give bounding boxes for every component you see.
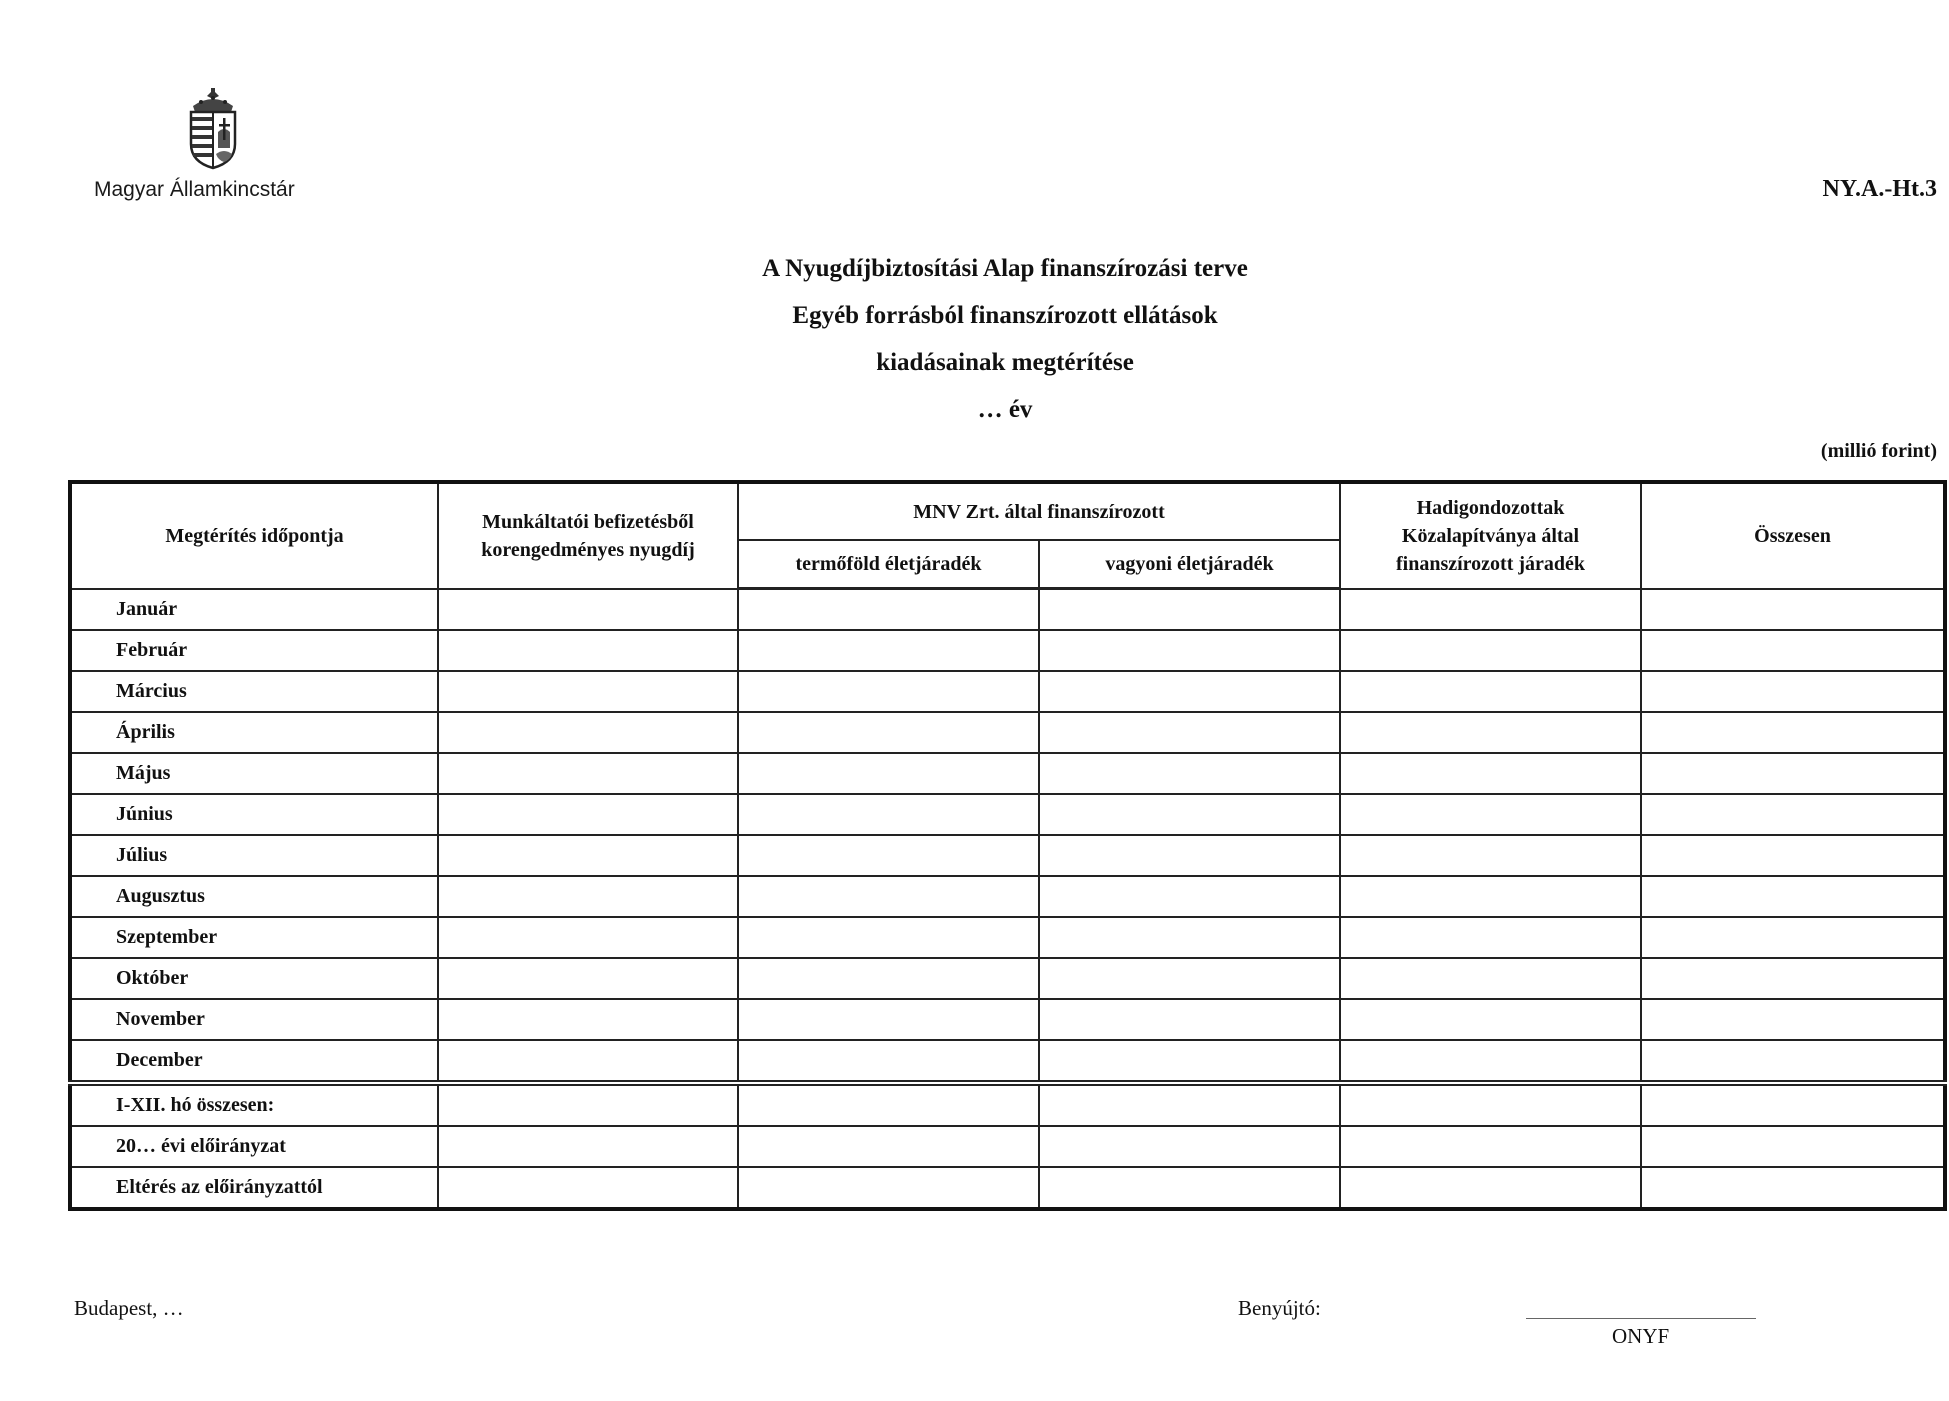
header-total: Összesen bbox=[1641, 482, 1945, 589]
month-row bbox=[70, 794, 1945, 835]
row-label: Április bbox=[70, 712, 438, 753]
value-cell[interactable] bbox=[738, 999, 1039, 1040]
row-label: 20… évi előirányzat bbox=[70, 1126, 438, 1167]
unit-label: (millió forint) bbox=[1820, 440, 1937, 462]
value-cell[interactable] bbox=[438, 589, 738, 631]
value-cell[interactable] bbox=[1039, 876, 1340, 917]
value-cell[interactable] bbox=[438, 958, 738, 999]
header-hadi-line2: Közalapítványa által bbox=[1401, 524, 1580, 547]
value-cell[interactable] bbox=[738, 712, 1039, 753]
header-asset-annuity: vagyoni életjáradék bbox=[1039, 540, 1340, 589]
header-land-annuity: termőföld életjáradék bbox=[738, 540, 1039, 589]
value-cell[interactable] bbox=[738, 1083, 1039, 1126]
header-mnv-group: MNV Zrt. által finanszírozott bbox=[738, 482, 1340, 540]
summary-row bbox=[70, 1167, 1945, 1209]
value-cell[interactable] bbox=[1039, 671, 1340, 712]
value-cell[interactable] bbox=[438, 753, 738, 794]
place-date: Budapest, … bbox=[74, 1296, 184, 1320]
value-cell[interactable] bbox=[1641, 589, 1945, 631]
value-cell[interactable] bbox=[438, 1126, 738, 1167]
submitter-label: Benyújtó: bbox=[1238, 1296, 1321, 1320]
row-label: Eltérés az előirányzattól bbox=[70, 1167, 438, 1209]
month-row bbox=[70, 671, 1945, 712]
title-line-1: A Nyugdíjbiztosítási Alap finanszírozási terve bbox=[762, 255, 1248, 282]
row-label: Március bbox=[70, 671, 438, 712]
row-label: November bbox=[70, 999, 438, 1040]
value-cell[interactable] bbox=[438, 835, 738, 876]
value-cell[interactable] bbox=[1340, 794, 1641, 835]
value-cell[interactable] bbox=[1340, 1167, 1641, 1209]
value-cell[interactable] bbox=[1641, 835, 1945, 876]
header-date: Megtérítés időpontja bbox=[70, 482, 438, 589]
value-cell[interactable] bbox=[1039, 630, 1340, 671]
row-label: Július bbox=[70, 835, 438, 876]
value-cell[interactable] bbox=[438, 1083, 738, 1126]
value-cell[interactable] bbox=[1340, 999, 1641, 1040]
value-cell[interactable] bbox=[438, 794, 738, 835]
value-cell[interactable] bbox=[738, 753, 1039, 794]
financing-plan-table bbox=[68, 480, 1947, 1211]
row-label: Szeptember bbox=[70, 917, 438, 958]
value-cell[interactable] bbox=[1641, 917, 1945, 958]
form-code: NY.A.-Ht.3 bbox=[1822, 176, 1937, 202]
value-cell[interactable] bbox=[438, 917, 738, 958]
value-cell[interactable] bbox=[1340, 917, 1641, 958]
value-cell[interactable] bbox=[1039, 1126, 1340, 1167]
value-cell[interactable] bbox=[1039, 958, 1340, 999]
header-hadi bbox=[1340, 482, 1641, 589]
value-cell[interactable] bbox=[738, 835, 1039, 876]
row-label: Október bbox=[70, 958, 438, 999]
value-cell[interactable] bbox=[1340, 1040, 1641, 1083]
value-cell[interactable] bbox=[438, 1167, 738, 1209]
row-label: Január bbox=[70, 589, 438, 631]
value-cell[interactable] bbox=[1641, 671, 1945, 712]
value-cell[interactable] bbox=[1340, 1126, 1641, 1167]
coat-of-arms-logo bbox=[185, 88, 241, 170]
value-cell[interactable] bbox=[738, 630, 1039, 671]
month-row bbox=[70, 999, 1945, 1040]
header-employer-line2: korengedményes nyugdíj bbox=[481, 538, 695, 561]
row-label: Augusztus bbox=[70, 876, 438, 917]
value-cell[interactable] bbox=[1039, 1167, 1340, 1209]
value-cell[interactable] bbox=[1340, 589, 1641, 631]
month-row bbox=[70, 630, 1945, 671]
title-line-3: kiadásainak megtérítése bbox=[876, 349, 1134, 376]
month-row bbox=[70, 753, 1945, 794]
signature-name: ONYF bbox=[1612, 1324, 1670, 1348]
value-cell[interactable] bbox=[1641, 1040, 1945, 1083]
row-label: Május bbox=[70, 753, 438, 794]
value-cell[interactable] bbox=[738, 1126, 1039, 1167]
value-cell[interactable] bbox=[738, 917, 1039, 958]
value-cell[interactable] bbox=[1641, 753, 1945, 794]
value-cell[interactable] bbox=[1641, 1083, 1945, 1126]
value-cell[interactable] bbox=[438, 999, 738, 1040]
value-cell[interactable] bbox=[1641, 1126, 1945, 1167]
header-hadi-line1: Hadigondozottak bbox=[1416, 496, 1565, 519]
value-cell[interactable] bbox=[738, 589, 1039, 631]
summary-row bbox=[70, 1083, 1945, 1126]
value-cell[interactable] bbox=[1039, 1040, 1340, 1083]
value-cell[interactable] bbox=[738, 1167, 1039, 1209]
title-line-2: Egyéb forrásból finanszírozott ellátások bbox=[792, 302, 1218, 329]
signature-line bbox=[1526, 1318, 1756, 1319]
month-row bbox=[70, 1040, 1945, 1083]
month-row bbox=[70, 917, 1945, 958]
value-cell[interactable] bbox=[1641, 794, 1945, 835]
value-cell[interactable] bbox=[1641, 876, 1945, 917]
header-employer-line1: Munkáltatói befizetésből bbox=[482, 510, 694, 533]
value-cell[interactable] bbox=[1641, 958, 1945, 999]
value-cell[interactable] bbox=[438, 712, 738, 753]
document-title bbox=[0, 245, 1949, 433]
value-cell[interactable] bbox=[1340, 1083, 1641, 1126]
month-row bbox=[70, 712, 1945, 753]
value-cell[interactable] bbox=[1340, 671, 1641, 712]
month-row bbox=[70, 835, 1945, 876]
month-row bbox=[70, 876, 1945, 917]
summary-row bbox=[70, 1126, 1945, 1167]
value-cell[interactable] bbox=[1641, 1167, 1945, 1209]
value-cell[interactable] bbox=[438, 671, 738, 712]
value-cell[interactable] bbox=[1039, 712, 1340, 753]
value-cell[interactable] bbox=[1641, 712, 1945, 753]
value-cell[interactable] bbox=[438, 1040, 738, 1083]
value-cell[interactable] bbox=[1340, 753, 1641, 794]
value-cell[interactable] bbox=[1340, 712, 1641, 753]
header-employer bbox=[438, 482, 738, 589]
row-label: December bbox=[70, 1040, 438, 1083]
value-cell[interactable] bbox=[1039, 794, 1340, 835]
value-cell[interactable] bbox=[1039, 1083, 1340, 1126]
value-cell[interactable] bbox=[1039, 999, 1340, 1040]
value-cell[interactable] bbox=[738, 671, 1039, 712]
value-cell[interactable] bbox=[1039, 589, 1340, 631]
value-cell[interactable] bbox=[738, 876, 1039, 917]
row-label: Február bbox=[70, 630, 438, 671]
value-cell[interactable] bbox=[438, 876, 738, 917]
value-cell[interactable] bbox=[738, 794, 1039, 835]
org-name: Magyar Államkincstár bbox=[94, 178, 295, 201]
value-cell[interactable] bbox=[1039, 835, 1340, 876]
value-cell[interactable] bbox=[738, 958, 1039, 999]
header-hadi-line3: finanszírozott járadék bbox=[1395, 552, 1586, 575]
row-label: I-XII. hó összesen: bbox=[70, 1083, 438, 1126]
value-cell[interactable] bbox=[738, 1040, 1039, 1083]
value-cell[interactable] bbox=[1039, 753, 1340, 794]
month-row bbox=[70, 589, 1945, 631]
value-cell[interactable] bbox=[1641, 999, 1945, 1040]
value-cell[interactable] bbox=[1340, 835, 1641, 876]
value-cell[interactable] bbox=[438, 630, 738, 671]
value-cell[interactable] bbox=[1340, 630, 1641, 671]
value-cell[interactable] bbox=[1340, 958, 1641, 999]
title-line-4: … év bbox=[977, 396, 1033, 423]
value-cell[interactable] bbox=[1340, 876, 1641, 917]
value-cell[interactable] bbox=[1039, 917, 1340, 958]
value-cell[interactable] bbox=[1641, 630, 1945, 671]
row-label: Június bbox=[70, 794, 438, 835]
month-row bbox=[70, 958, 1945, 999]
